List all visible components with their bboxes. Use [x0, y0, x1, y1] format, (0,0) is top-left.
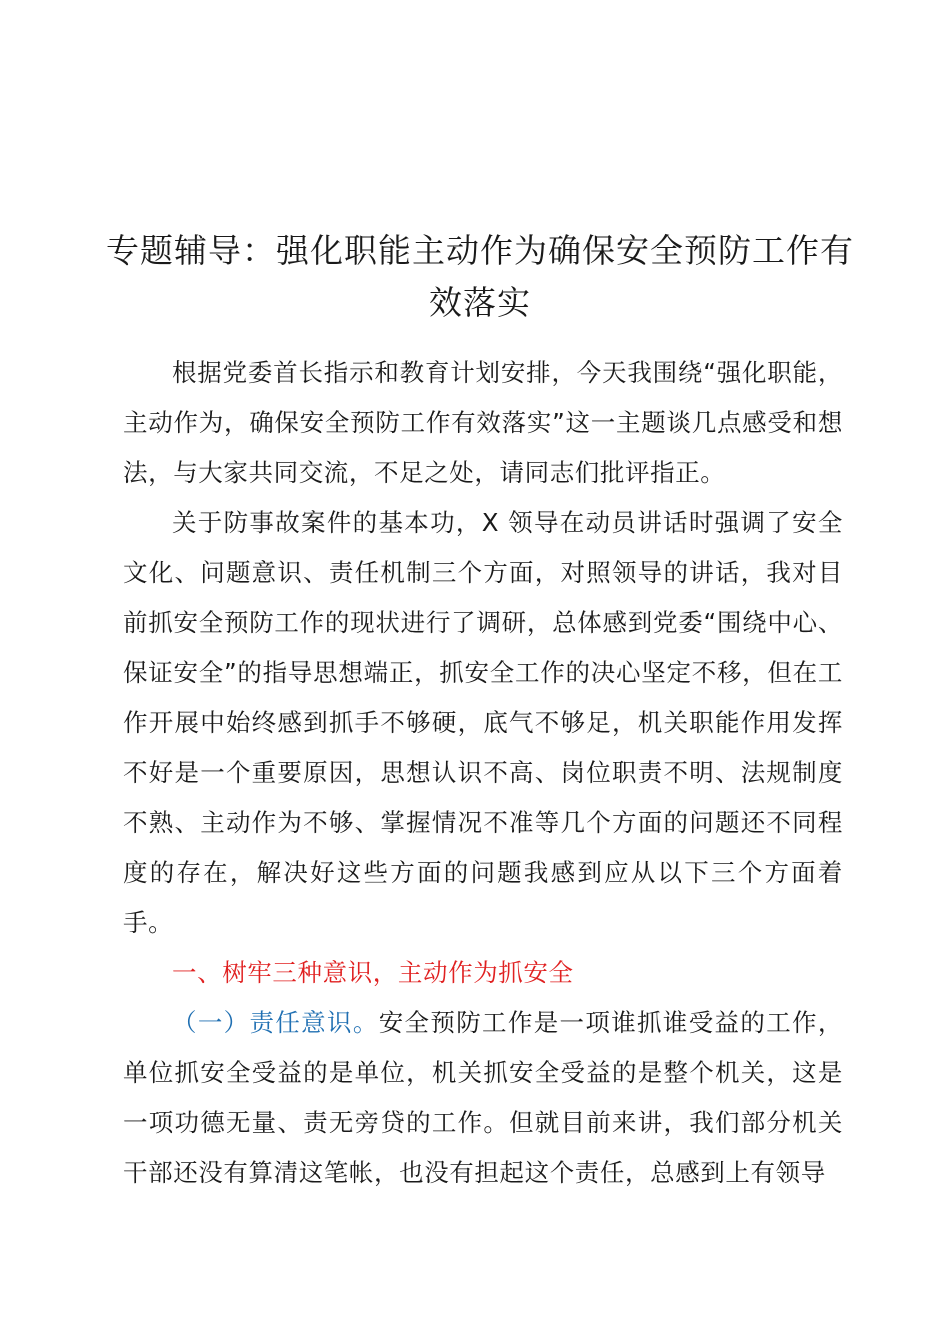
subsection-lead: （一）责任意识。 [172, 1008, 379, 1037]
document-body [123, 348, 843, 1198]
paragraph-background: 关于防事故案件的基本功，X 领导在动员讲话时强调了安全文化、问题意识、责任机制三个方面，对照领导的讲话，我对目前抓安全预防工作的现状进行了调研，总体感到党委“围绕中心、保证安全”的指导思想端正，抓安全工作的决心坚定不移，但在工作开展中始终感到抓手不够硬，底气不够足，机关职能作用发挥不好是一个重要原因，思想认识不高、岗位职责不明、法规制度不熟、主动作为不够、掌握情况不准等几个方面的问题还不同程度的存在，解决好这些方面的问题我感到应从以下三个方面着手。 [123, 508, 843, 937]
subsection-paragraph [123, 998, 843, 1198]
paragraph-intro: 根据党委首长指示和教育计划安排，今天我围绕“强化职能，主动作为，确保安全预防工作有效落实”这一主题谈几点感受和想法，与大家共同交流，不足之处，请同志们批评指正。 [123, 358, 843, 487]
section-heading: 一、树牢三种意识，主动作为抓安全 [172, 958, 574, 987]
subsection-text: 安全预防工作是一项谁抓谁受益的工作，单位抓安全受益的是单位，机关抓安全受益的是整个机关，这是一项功德无量、责无旁贷的工作。但就目前来讲，我们部分机关干部还没有算清这笔帐，也没有担起这个责任，总感到上有领导 [123, 1008, 843, 1187]
document-title: 专题辅导：强化职能主动作为确保安全预防工作有效落实 [106, 231, 854, 322]
